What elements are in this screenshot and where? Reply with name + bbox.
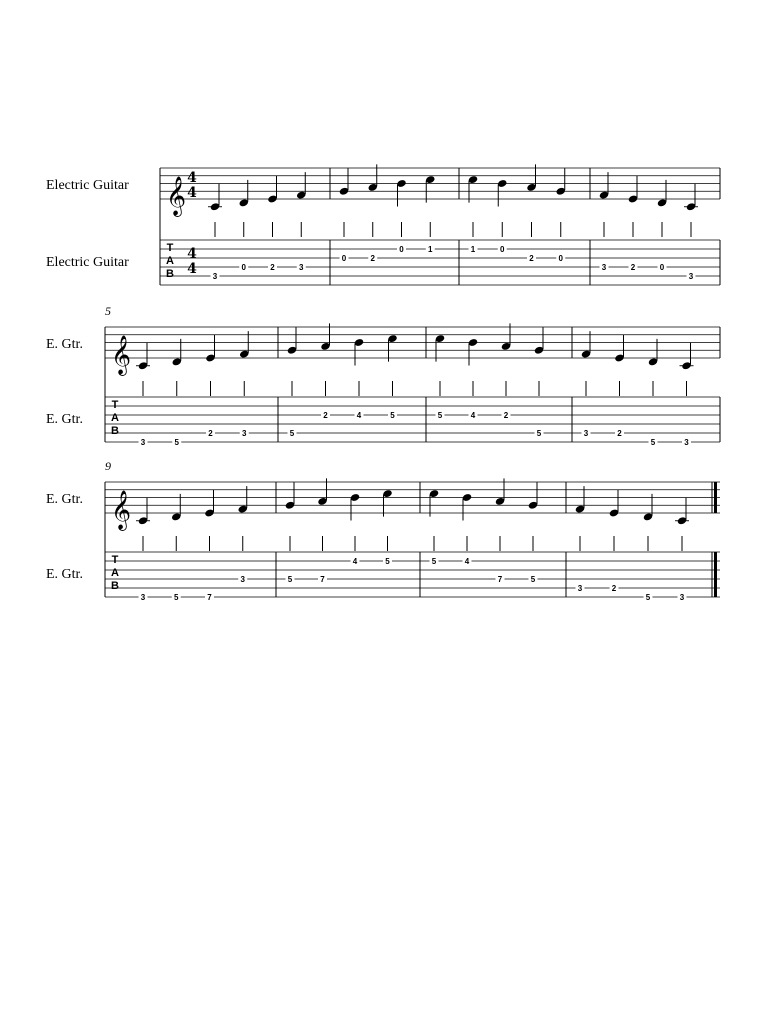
fret-number: 3 [601, 263, 607, 272]
fret-number: 4 [464, 557, 470, 566]
fret-number: 3 [684, 438, 689, 447]
time-signature-denominator: 4 [187, 185, 197, 201]
tab-clef-letter: T [111, 399, 119, 411]
tab-clef-letter: B [111, 580, 119, 592]
fret-number: 0 [241, 263, 246, 272]
fret-number: 3 [242, 429, 247, 438]
fret-number: 3 [688, 272, 694, 281]
fret-number: 1 [470, 245, 476, 254]
fret-number: 3 [299, 263, 304, 272]
fret-number: 5 [289, 429, 295, 438]
final-barline-thick [714, 482, 717, 513]
fret-number: 5 [431, 557, 437, 566]
fret-number: 2 [503, 411, 509, 420]
tab-clef-letter: A [111, 567, 119, 579]
fret-number: 5 [385, 557, 390, 566]
final-barline-thick [714, 552, 717, 597]
treble-clef-icon: 𝄞 [111, 335, 132, 375]
fret-number: 3 [679, 593, 685, 602]
fret-number: 5 [287, 575, 293, 584]
fret-number: 2 [270, 263, 275, 272]
fret-number: 3 [140, 438, 146, 447]
fret-number: 4 [356, 411, 362, 420]
tab-clef-letter: B [111, 425, 119, 437]
fret-number: 5 [650, 438, 656, 447]
fret-number: 0 [558, 254, 563, 263]
tab-clef-letter: A [166, 255, 174, 267]
fret-number: 5 [174, 593, 179, 602]
fret-number: 3 [212, 272, 218, 281]
fret-number: 2 [323, 411, 328, 420]
tab-instrument-name: E. Gtr. [46, 412, 83, 427]
fret-number: 7 [497, 575, 503, 584]
fret-number: 3 [583, 429, 589, 438]
fret-number: 2 [611, 584, 617, 593]
fret-number: 7 [207, 593, 212, 602]
tab-time-signature-denominator: 4 [187, 261, 197, 277]
staff-instrument-name: E. Gtr. [46, 337, 83, 352]
fret-number: 5 [174, 438, 179, 447]
time-signature-numerator: 4 [187, 170, 197, 186]
fret-number: 0 [500, 245, 505, 254]
fret-number: 0 [659, 263, 665, 272]
treble-clef-icon: 𝄞 [166, 176, 187, 216]
fret-number: 2 [370, 254, 375, 263]
fret-number: 2 [208, 429, 213, 438]
fret-number: 3 [240, 575, 245, 584]
measure-number: 5 [105, 304, 111, 318]
fret-number: 1 [428, 245, 433, 254]
measure-number: 9 [105, 459, 111, 473]
fret-number: 5 [437, 411, 443, 420]
fret-number: 7 [320, 575, 325, 584]
fret-number: 2 [630, 263, 636, 272]
fret-number: 3 [140, 593, 146, 602]
fret-number: 5 [530, 575, 536, 584]
fret-number: 4 [470, 411, 476, 420]
staff-instrument-name: E. Gtr. [46, 492, 83, 507]
fret-number: 2 [617, 429, 622, 438]
staff-instrument-name: Electric Guitar [46, 178, 129, 193]
fret-number: 4 [352, 557, 358, 566]
tab-instrument-name: E. Gtr. [46, 567, 83, 582]
tab-time-signature-numerator: 4 [187, 246, 197, 262]
tab-instrument-name: Electric Guitar [46, 255, 129, 270]
fret-number: 2 [529, 254, 534, 263]
fret-number: 0 [341, 254, 347, 263]
fret-number: 0 [399, 245, 404, 254]
tab-clef-letter: T [166, 242, 174, 254]
tab-clef-letter: B [166, 268, 174, 280]
fret-number: 5 [645, 593, 651, 602]
fret-number: 5 [536, 429, 542, 438]
fret-number: 3 [577, 584, 583, 593]
tab-clef-letter: A [111, 412, 119, 424]
fret-number: 5 [390, 411, 395, 420]
tab-clef-letter: T [111, 554, 119, 566]
treble-clef-icon: 𝄞 [111, 490, 132, 530]
